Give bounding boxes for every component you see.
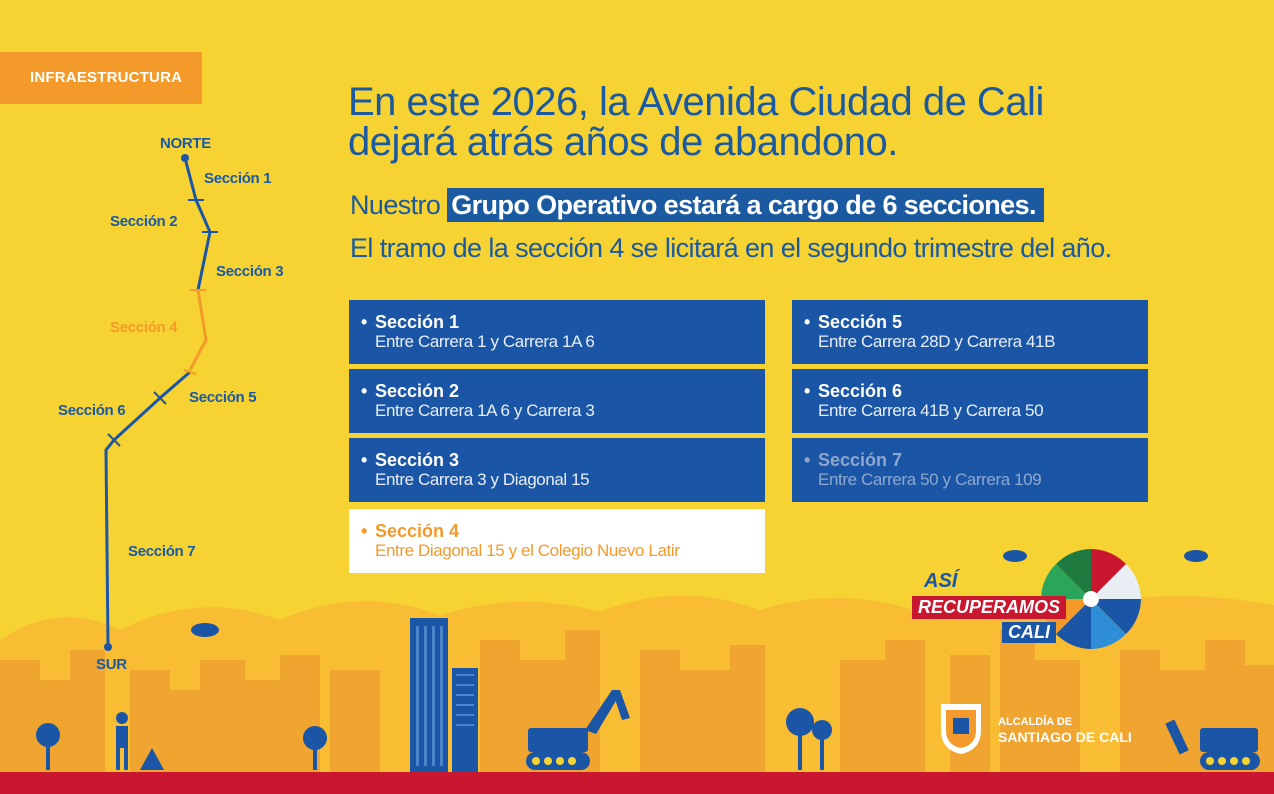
institution-name (998, 716, 1132, 745)
section-name: Sección 4 (375, 521, 460, 541)
section-desc: Entre Carrera 1A 6 y Carrera 3 (375, 401, 595, 420)
section-name: Sección 7 (818, 450, 903, 470)
section-card-6: • Sección 6 Entre Carrera 41B y Carrera 50 (792, 369, 1148, 433)
map-label-seccion-4: Sección 4 (110, 319, 178, 336)
logo-line-3: CALI (1002, 622, 1056, 643)
subtitle-line-1 (350, 190, 1044, 221)
section-name: Sección 6 (818, 381, 903, 401)
section-card-4: • Sección 4 Entre Diagonal 15 y el Colegio Nuevo Latir (349, 509, 765, 573)
map-label-seccion-1: Sección 1 (204, 170, 272, 187)
section-desc: Entre Diagonal 15 y el Colegio Nuevo Latir (375, 541, 680, 560)
section-name: Sección 5 (818, 312, 903, 332)
section-card-5: • Sección 5 Entre Carrera 28D y Carrera 41B (792, 300, 1148, 364)
subtitle-line-2: El tramo de la sección 4 se licitará en el segundo trimestre del año. (350, 233, 1112, 263)
bottom-bar (0, 772, 1274, 794)
headline (348, 82, 1228, 162)
coat-of-arms-icon (936, 700, 986, 756)
section-card-1: • Sección 1 Entre Carrera 1 y Carrera 1A 6 (349, 300, 765, 364)
section-desc: Entre Carrera 28D y Carrera 41B (818, 332, 1056, 351)
institution-line-1: ALCALDÍA DE (998, 716, 1073, 728)
section-card-2: • Sección 2 Entre Carrera 1A 6 y Carrera 3 (349, 369, 765, 433)
subtitle-prefix: Nuestro (350, 190, 441, 220)
section-desc: Entre Carrera 1 y Carrera 1A 6 (375, 332, 595, 351)
map-label-seccion-3: Sección 3 (216, 263, 284, 280)
section-card-3: • Sección 3 Entre Carrera 3 y Diagonal 15 (349, 438, 765, 502)
headline-line-2: dejará atrás años de abandono. (348, 120, 898, 164)
logo-line-2: RECUPERAMOS (912, 596, 1066, 619)
logo-line-1: ASÍ (924, 570, 958, 592)
map-label-seccion-6: Sección 6 (58, 402, 126, 419)
section-name: Sección 1 (375, 312, 460, 332)
section-desc: Entre Carrera 41B y Carrera 50 (818, 401, 1044, 420)
section-desc: Entre Carrera 3 y Diagonal 15 (375, 470, 590, 489)
route-map (0, 0, 340, 680)
headline-line-1: En este 2026, la Avenida Ciudad de Cali (348, 80, 1044, 124)
map-label-seccion-7: Sección 7 (128, 543, 196, 560)
map-label-seccion-2: Sección 2 (110, 213, 178, 230)
subtitle-highlight: Grupo Operativo estará a cargo de 6 secciones. (447, 188, 1044, 222)
section-desc: Entre Carrera 50 y Carrera 109 (818, 470, 1042, 489)
category-tag: INFRAESTRUCTURA (0, 52, 202, 104)
section-name: Sección 2 (375, 381, 460, 401)
institution-line-2: SANTIAGO DE CALI (998, 729, 1132, 745)
south-label: SUR (96, 656, 127, 673)
section-name: Sección 3 (375, 450, 460, 470)
section-card-7: • Sección 7 Entre Carrera 50 y Carrera 109 (792, 438, 1148, 502)
north-label: NORTE (160, 135, 212, 152)
map-label-seccion-5: Sección 5 (189, 389, 257, 406)
